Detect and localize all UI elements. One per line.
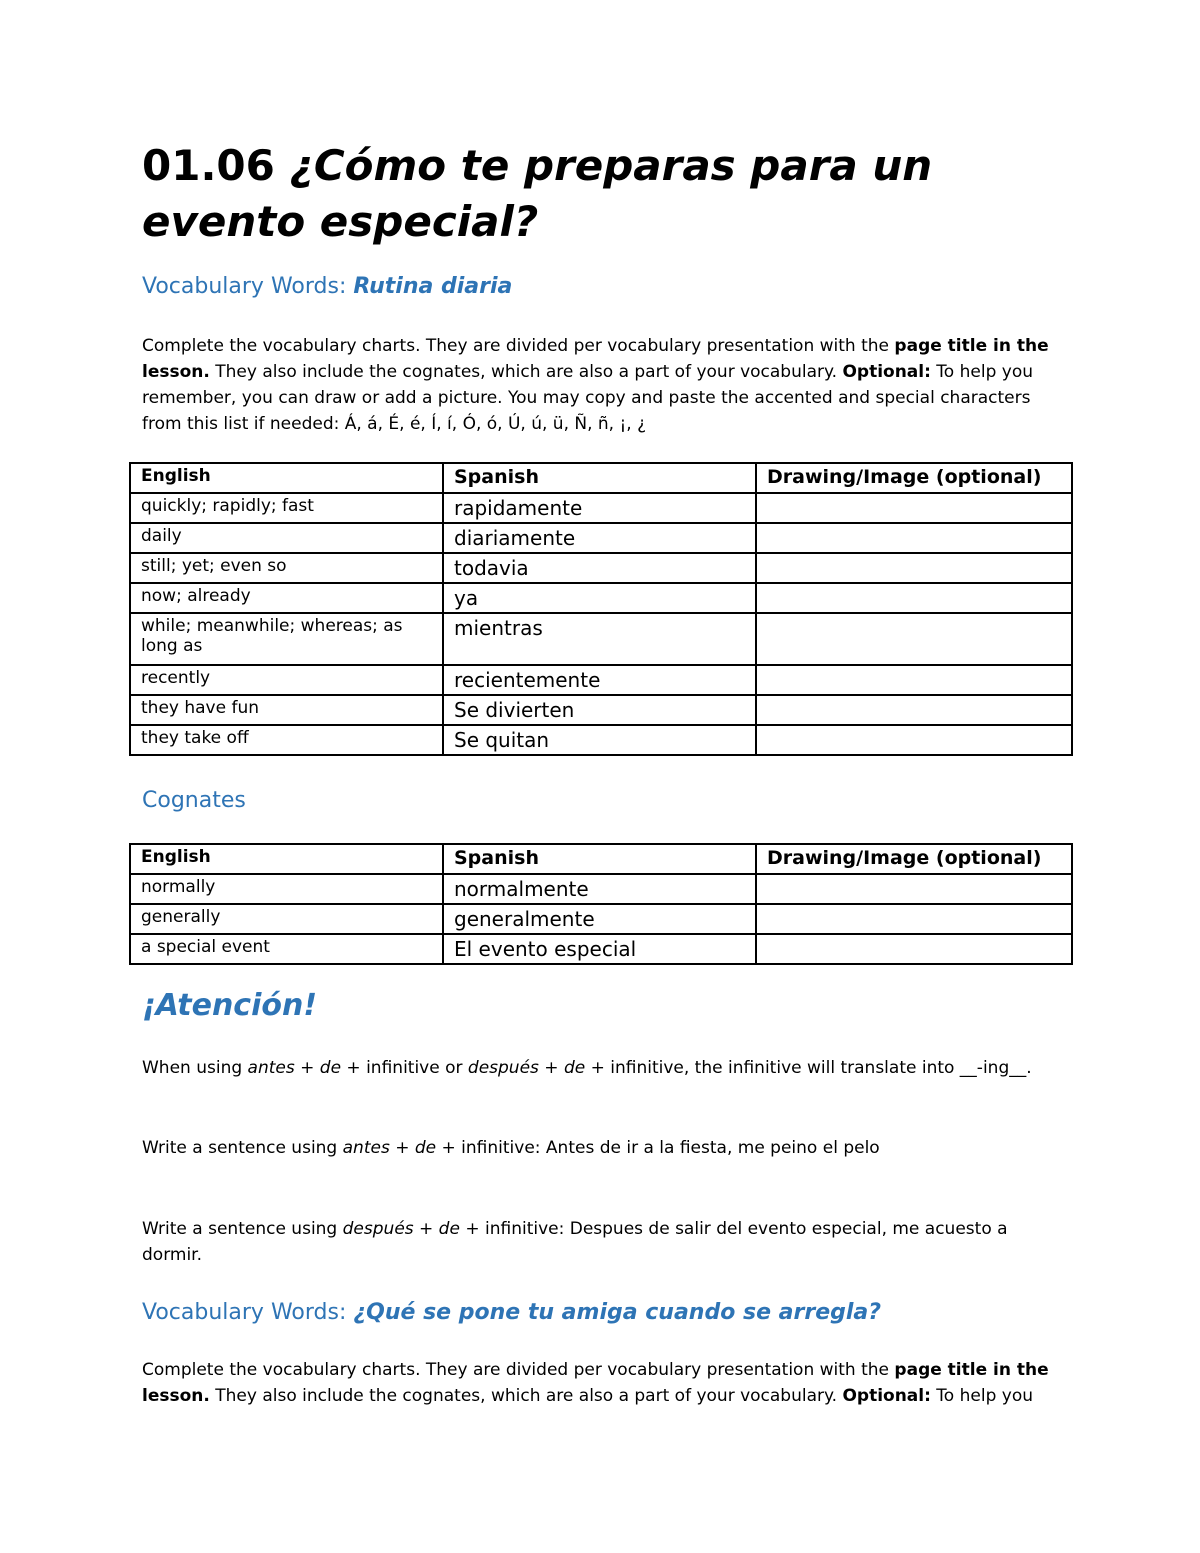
rule-text: + infinitive or [341,1058,468,1078]
drawing-cell[interactable] [756,904,1072,934]
drawing-cell[interactable] [756,493,1072,523]
section-heading-topic: Rutina diaria [353,274,513,299]
instructions-text: To help you remember, you can draw or add a picture. You may copy and paste the accented and special characters from this list if needed: Á, á, É, é, Í, í, Ó, ó, Ú, ú, ü, Ñ, ñ, ¡, ¿ [142,362,1033,434]
sentence-despues[interactable] [142,1216,1057,1268]
instructions-text: They also include the cognates, which are also a part of your vocabulary. [209,362,843,382]
table-row [130,665,1072,695]
header-spanish: Spanish [443,844,756,874]
spanish-cell[interactable]: El evento especial [443,934,756,964]
english-cell: they have fun [130,695,443,725]
sentence-text: + infinitive: Despues de salir del evento especial, me acuesto a dormir. [142,1219,1008,1265]
sentence-text: Write a sentence using [142,1219,343,1239]
header-drawing: Drawing/Image (optional) [756,844,1072,874]
drawing-cell[interactable] [756,553,1072,583]
english-cell: quickly; rapidly; fast [130,493,443,523]
table-row [130,583,1072,613]
rule-paragraph [142,1055,1057,1081]
title-question: ¿Cómo te preparas para un evento especial? [142,141,933,246]
instructions-text: To help you [930,1386,1033,1406]
spanish-cell[interactable]: mientras [443,613,756,665]
english-cell: normally [130,874,443,904]
table-row [130,695,1072,725]
table-row [130,613,1072,665]
cognates-heading: Cognates [142,788,246,813]
spanish-cell[interactable]: todavia [443,553,756,583]
sentence-antes[interactable] [142,1135,1057,1161]
section-heading-topic: ¿Qué se pone tu amiga cuando se arregla? [353,1300,882,1325]
spanish-cell[interactable]: normalmente [443,874,756,904]
title-number: 01.06 [142,141,275,190]
sentence-text: Write a sentence using [142,1138,343,1158]
rule-italic: antes + de [247,1058,342,1078]
spanish-cell[interactable]: Se divierten [443,695,756,725]
english-cell: still; yet; even so [130,553,443,583]
english-cell: recently [130,665,443,695]
table-row [130,523,1072,553]
header-spanish: Spanish [443,463,756,493]
spanish-cell[interactable]: recientemente [443,665,756,695]
table-header-row [130,844,1072,874]
optional-label: Optional: [842,1386,931,1406]
table-row [130,553,1072,583]
drawing-cell[interactable] [756,583,1072,613]
table-header-row [130,463,1072,493]
drawing-cell[interactable] [756,613,1072,665]
table-row [130,874,1072,904]
drawing-cell[interactable] [756,665,1072,695]
spanish-cell[interactable]: ya [443,583,756,613]
page-title [142,138,1102,250]
spanish-cell[interactable]: Se quitan [443,725,756,755]
sentence-text: + infinitive: Antes de ir a la fiesta, me peino el pelo [436,1138,880,1158]
table-row [130,934,1072,964]
english-cell: now; already [130,583,443,613]
instructions-text: Complete the vocabulary charts. They are divided per vocabulary presentation with the [142,1360,895,1380]
instructions-text: Complete the vocabulary charts. They are divided per vocabulary presentation with the [142,336,895,356]
header-english: English [130,463,443,493]
rule-text: + infinitive, the infinitive will translate into __-ing__. [585,1058,1032,1078]
rule-text: When using [142,1058,248,1078]
header-english: English [130,844,443,874]
table-row [130,725,1072,755]
vocabulary-table [129,462,1073,756]
instructions-text: They also include the cognates, which are also a part of your vocabulary. [209,1386,843,1406]
spanish-cell[interactable]: diariamente [443,523,756,553]
rule-italic: después + de [467,1058,586,1078]
sentence-italic: después + de [342,1219,460,1239]
instructions-bold: page title in the lesson. [142,1360,1049,1406]
section-heading-label: Vocabulary Words: [142,1300,354,1325]
english-cell: they take off [130,725,443,755]
section-heading-label: Vocabulary Words: [142,274,354,299]
english-cell: a special event [130,934,443,964]
drawing-cell[interactable] [756,725,1072,755]
drawing-cell[interactable] [756,874,1072,904]
spanish-cell[interactable]: rapidamente [443,493,756,523]
cognates-table [129,843,1073,965]
drawing-cell[interactable] [756,934,1072,964]
header-drawing: Drawing/Image (optional) [756,463,1072,493]
english-cell: while; meanwhile; whereas; as long as [130,613,443,665]
sentence-italic: antes + de [342,1138,437,1158]
optional-label: Optional: [842,362,931,382]
section-heading-rutina [142,272,512,302]
instructions-bold: page title in the lesson. [142,336,1049,382]
instructions-paragraph-2 [142,1357,1057,1409]
table-row [130,493,1072,523]
instructions-paragraph [142,333,1057,437]
drawing-cell[interactable] [756,695,1072,725]
drawing-cell[interactable] [756,523,1072,553]
atencion-heading: ¡Atención! [142,988,318,1023]
section-heading-amiga [142,1298,881,1328]
english-cell: generally [130,904,443,934]
spanish-cell[interactable]: generalmente [443,904,756,934]
english-cell: daily [130,523,443,553]
table-row [130,904,1072,934]
